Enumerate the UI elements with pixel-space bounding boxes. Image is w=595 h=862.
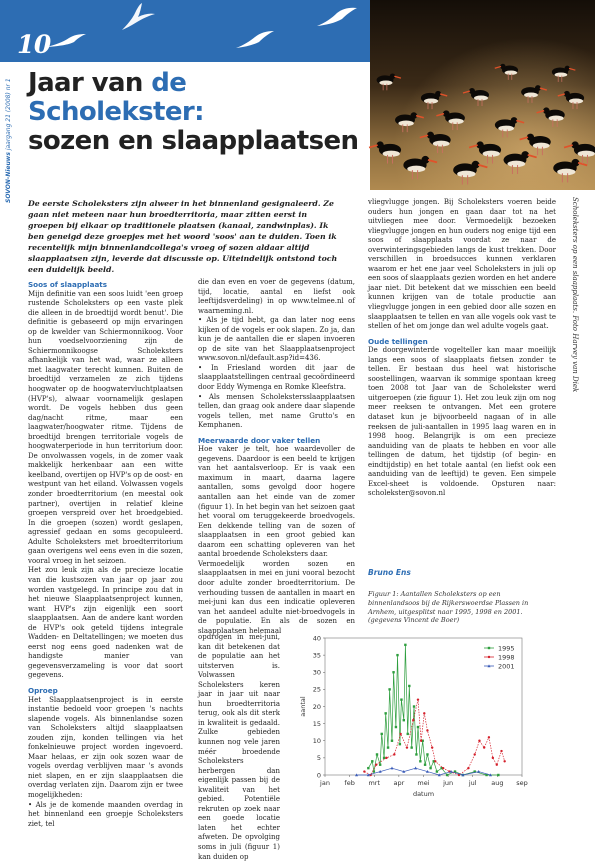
x-tick-label: jan: [320, 779, 330, 787]
data-point-1998: [385, 757, 387, 759]
data-point-1995: [392, 671, 394, 673]
x-tick-label: aug: [491, 779, 504, 787]
data-point-1998: [503, 760, 505, 762]
data-point-1998: [467, 767, 469, 769]
x-tick-label: mei: [417, 779, 430, 787]
section-heading: Soos of slaapplaats: [28, 280, 108, 289]
column-1: [28, 278, 183, 829]
data-point-1995: [413, 705, 415, 707]
x-tick-label: jun: [443, 779, 454, 787]
data-point-1998: [375, 764, 377, 766]
data-point-1995: [387, 746, 389, 748]
y-tick-label: 15: [312, 719, 321, 728]
data-point-1995: [367, 767, 369, 769]
data-point-2001: [477, 770, 480, 773]
paragraph: Het zou leuk zijn als de precieze locatie van die kustsozen van jaar op jaar zou worden vastgelegd. In principe zou dat in het nieuwe Slaapplaatsenproject kunnen, want HVP's zijn eigenlijk een soort slaapplaatsen. Aan de andere kant worden de HVP's ook geteld tijdens integrale Wadden- en Deltatellingen; we moeten dus eerst nog eens goed nadenken wat de handigste manier van gegevensverzameling is voor dat soort gegevens.: [28, 566, 183, 680]
plot-frame: [325, 638, 522, 775]
data-point-1995: [415, 753, 417, 755]
x-tick-label: jul: [468, 779, 477, 787]
data-point-1998: [420, 740, 422, 742]
paragraph: Mijn definitie van een soos luidt 'een groep rustende Scholeksters op een vaste plek die alleen in de broedtijd wordt benut'. Die definitie is gebaseerd op mijn ervaringen op de kwelder van Schiermonnikoog. Voor hun voedselvoorziening zijn de Schiermonnikoogse Scholeksters afhankelijk van het wad, waar ze alleen met laagwater terecht kunnen. Buiten de broedtijd verzamelen ze zich tijdens hoogwater op de hoogwatervluchtplaatsen (HVP's), alwaar voornamelijk geslapen wordt. De vogels hebben dus geen dag/nacht ritme, maar een laagwater/hoogwater ritme. Tijdens de broedtijd brengen territoriale vogels de hoogwaterperiode in hun territorium door. De onvolwassen vogels, in de zomer vaak makkelijk herkenbaar aan een witte keelband, overtijen op HVP's op de oost- en westpunt van het eiland. Volwassen vogels zonder broedterritorium (en meestal ook partner), overtijen in relatief kleine groepen verspreid over het broedgebied. In die groepen (sozen) wordt geslapen, agressief gedaan en soms gecopuleerd. Adulte Scholeksters met broedterritorium gaan overigens wel eens even in die sozen, vooral vroeg in het seizoen.: [28, 289, 183, 565]
data-point-1995: [400, 698, 402, 700]
title-highlight: de Scholekster:: [28, 68, 204, 127]
x-tick-label: feb: [344, 779, 355, 787]
data-point-1995: [379, 764, 381, 766]
y-axis-label: aantal: [299, 696, 307, 717]
article-title: [28, 69, 368, 156]
paragraph: Hoe vaker je telt, hoe waardevoller de gegevens. Daardoor is een beeld te krijgen van het aantalsverloop. Er is vaak een maximum in maart, daarna lagere aantallen, soms gevolgd door hogere aantallen aan het einde van de zomer (figuur 1). In het begin van het seizoen gaat het vooral om teruggekeerde broedvogels. Een dekkende telling van de sozen of slaapplaatsen in een groot gebied kan daarom een schatting opleveren van het aantal broedende Scholeksters daar.: [198, 445, 355, 559]
photo-credit: [569, 197, 581, 393]
chart-svg: [290, 630, 545, 810]
paragraph: • Als je tijd hebt, ga dan later nog eens kijken of de vogels er ook slapen. Zo ja, dan kun je de aantallen die er slapen invoeren op de site van het Slaapplaatsenproject www.sovon.nl/default.asp?id=436.: [198, 316, 355, 363]
bird-silhouette-icon: [120, 2, 156, 32]
section-heading: Oproep: [28, 685, 58, 695]
data-point-1998: [363, 770, 365, 772]
journal-name: SOVON-Nieuws: [5, 152, 12, 203]
data-point-1995: [376, 753, 378, 755]
title-line2: sozen en slaapplaatsen: [28, 126, 359, 156]
data-point-1998: [406, 746, 408, 748]
x-tick-label: apr: [393, 779, 405, 787]
y-tick-label: 10: [312, 737, 321, 746]
data-point-2001: [414, 767, 417, 770]
section-heading: Oude tellingen: [368, 336, 428, 346]
data-point-1998: [483, 746, 485, 748]
data-point-1998: [399, 733, 401, 735]
data-point-1998: [496, 764, 498, 766]
x-tick-label: sep: [516, 779, 528, 787]
data-point-1995: [436, 770, 438, 772]
bird-silhouette-icon: [235, 30, 275, 50]
data-point-1995: [404, 644, 406, 646]
page-number: 10: [17, 30, 51, 59]
series-line-2001: [357, 768, 491, 775]
oystercatcher-photo-image: [370, 0, 595, 190]
data-point-1995: [383, 757, 385, 759]
data-point-1995: [407, 733, 409, 735]
series-line-1995: [368, 645, 498, 775]
data-point-1998: [423, 712, 425, 714]
data-point-1995: [381, 733, 383, 735]
column-2-continued: [198, 633, 280, 862]
data-point-1998: [500, 750, 502, 752]
data-point-1995: [417, 726, 419, 728]
x-axis-label: datum: [412, 790, 435, 798]
data-point-1995: [391, 740, 393, 742]
figure-1-chart: [290, 630, 545, 810]
data-point-1995: [403, 719, 405, 721]
bird-logo-icon: [45, 33, 87, 49]
legend-label-2001: 2001: [498, 662, 515, 671]
bird-silhouette-icon: [315, 6, 359, 28]
data-point-1995: [497, 774, 499, 776]
data-point-1995: [408, 685, 410, 687]
paragraph: vliegvlugge jongen. Bij Scholeksters voeren beide ouders hun jongen en gaan daar tot na het uitvliegen mee door. Vermoedelijk bezoeken vliegvlugge jongen en hun ouders nog enige tijd een soos of slaapplaats voordat ze naar de overwinteringsgebieden langs de kust trekken. Door verschillen in broedsucces kunnen verklaren waarom er het ene jaar veel Scholeksters in juli op een soos of slaapplaats gezien worden en het andere jaar niet. Dit betekent dat we misschien een beeld kunnen krijgen van de totale productie aan vliegvlugge jongen in een gebied door alle sozen en slaapplaatsen te tellen en van alle vogels ook vast te stellen of het om jonge dan wel adulte vogels gaat.: [368, 198, 556, 331]
y-tick-label: 0: [316, 771, 321, 780]
y-tick-label: 35: [312, 651, 321, 660]
y-tick-label: 5: [316, 754, 321, 763]
journal-issue-label: [5, 63, 17, 203]
x-tick-label: mrt: [368, 779, 381, 787]
paragraph: De doorgewinterde vogelteller kan maar moeilijk langs een soos of slaapplaats fietsen zonder te tellen. Er bestaan dus heel wat historische soostellingen, waarvan ik sommige spontaan kreeg toen 2008 tot Jaar van de Scholekster werd uitgeroepen (zie figuur 1). Het zou leuk zijn om nog meer reeksen te ontvangen. Met een grotere dataset kun je bijvoorbeeld nagaan of in alle reeksen de juli-aantallen in 1995 laag waren en in 1998 hoog. Belangrijk is om een precieze aanduiding van de plaats te hebben en voor alle tellingen de datum, het tijdstip (of begin- en eindtijdstip) en het totale aantal (en liefst ook een aanduiding van de leeftijd) te geven. Een simpele Excel-sheet is voldoende. Opsturen naar: scholekster@sovon.nl: [368, 346, 556, 498]
data-point-1998: [478, 740, 480, 742]
data-point-1995: [399, 743, 401, 745]
legend-marker-1998: [488, 656, 490, 658]
data-point-1995: [395, 726, 397, 728]
data-point-1998: [431, 746, 433, 748]
data-point-1998: [474, 753, 476, 755]
y-tick-label: 20: [312, 702, 321, 711]
y-tick-label: 25: [312, 685, 321, 694]
paragraph: Het Slaapplaatsenproject is in eerste instantie bedoeld voor groepen 's nachts slapende vogels. Als binnenlandse sozen van Scholeksters altijd slaapplaatsen zouden zijn, konden tellingen via het fonkelnieuwe project worden ingevoerd. Maar helaas, er zijn ook sozen waar de vogels overdag verblijven maar 's avonds niet slapen, en er zijn slaapplaatsen die overdag verlaten zijn. Daarom zijn er twee mogelijkheden:: [28, 695, 183, 799]
article-lead: De eerste Scholeksters zijn alweer in het binnenland gesignaleerd. Ze gaan niet meteen naar hun broedterritoria, maar zitten eerst in groepen bij elkaar op traditionele plaatsen (kanaal, zandwinplas). Ik ben geneigd deze groepjes met het woord 'soos' aan te duiden. Toen ik recentelijk mijn binnenlandcollega's vroeg of sozen aldaar altijd slaapplaatsen zijn, leverde dat discussie op. Uiteindelijk ontstond toch een duidelijk beeld.: [28, 199, 338, 274]
data-point-1995: [396, 654, 398, 656]
data-point-1998: [426, 729, 428, 731]
data-point-1995: [388, 688, 390, 690]
section-heading: Meerwaarde door vaker tellen: [198, 435, 321, 445]
oystercatcher-photo: [370, 0, 595, 190]
data-point-1995: [384, 712, 386, 714]
paragraph: • Als je de komende maanden overdag in het binnenland een groepje Scholeksters ziet, tel: [28, 800, 183, 828]
data-point-1995: [371, 760, 373, 762]
legend-label-1998: 1998: [498, 653, 515, 662]
legend-label-1995: 1995: [498, 644, 515, 653]
data-point-1998: [488, 736, 490, 738]
data-point-2001: [390, 767, 393, 770]
data-point-1995: [424, 764, 426, 766]
paragraph: die dan even en voer de gegevens (datum, tijd, locatie, aantal en liefst ook leeftijdsverdeling) in op www.telmee.nl of waarneming.nl.: [198, 278, 355, 315]
column-3: [368, 198, 556, 499]
figure-caption: Figuur 1: Aantallen Scholeksters op een binnenlandsoos bij de Rijkerswoerdse Plassen in Arnhem, uitgesplitst naar 1995, 1998 en 2001. (gegevens Vincent de Boer): [368, 590, 529, 625]
paragraph: • In Friesland worden dit jaar de slaapplaatstellingen centraal gecoördineerd door Eddy Wymenga en Romke Kleefstra.: [198, 363, 355, 392]
column-2: [198, 278, 355, 636]
journal-issue: jaargang 21 (2008) nr 1: [5, 78, 12, 153]
title-prefix: Jaar van: [28, 68, 152, 98]
data-point-1998: [412, 719, 414, 721]
data-point-1995: [426, 753, 428, 755]
data-point-1998: [442, 767, 444, 769]
data-point-1995: [429, 767, 431, 769]
paragraph: Vermoedelijk worden sozen en slaapplaatsen in mei en juni vooral bezocht door adulte zonder broedterritorium. De verhouding tussen de aantallen in maart en mei-juni kan dus een indicatie opleveren van het aandeel adulte niet-broedvogels in de populatie. En als de sozen en slaapplaatsen helemaal: [198, 559, 355, 635]
legend-marker-1995: [488, 647, 490, 649]
header-band: [0, 0, 370, 62]
data-point-1995: [410, 746, 412, 748]
data-point-1998: [492, 757, 494, 759]
author-name: Bruno Ens: [368, 568, 411, 577]
y-tick-label: 30: [312, 668, 321, 677]
data-point-1998: [393, 753, 395, 755]
paragraph: • Als mensen Scholekstersslaapplaatsen tellen, dan graag ook andere daar slapende vogels tellen, met name Grutto's en Kemphanen.: [198, 392, 355, 430]
data-point-1995: [419, 760, 421, 762]
data-point-1995: [446, 774, 448, 776]
y-tick-label: 40: [312, 634, 321, 643]
paragraph: opdrogen in mei-juni, kan dit betekenen dat de populatie aan het uitsterven is. Volwassen Scholeksters keren jaar in jaar uit naar hun broedterritoria terug, ook als dit sterk in kwaliteit is gedaald. Zulke gebieden kunnen nog vele jaren méér broedende Scholeksters herbergen dan eigenlijk passen bij de kwaliteit van het gebied. Potentiële rekruten op zoek naar een goede locatie laten het echter afweten. De opvolging soms in juli (figuur 1) kan duiden op: [198, 633, 280, 861]
data-point-1998: [434, 760, 436, 762]
data-point-1998: [417, 698, 419, 700]
photo-credit-text: Scholeksters op een slaapplaats. Foto Harvey van Diek: [571, 197, 579, 393]
